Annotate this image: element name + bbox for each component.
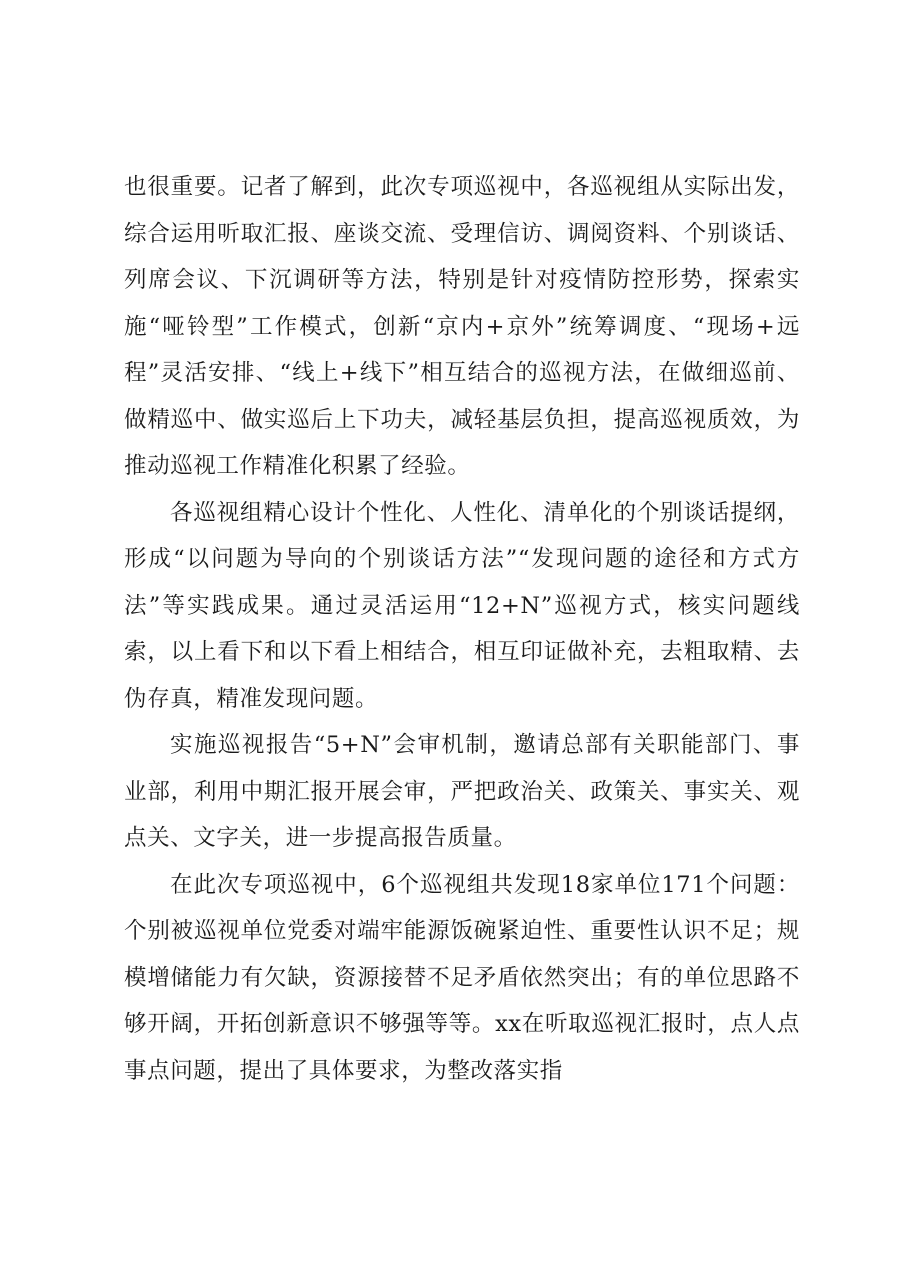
paragraph-1: 也很重要。记者了解到，此次专项巡视中，各巡视组从实际出发，综合运用听取汇报、座谈交流、受理信访、调阅资料、个别谈话、列席会议、下沉调研等方法，特别是针对疫情防控形势，探索实施“哑铃型”工作模式，创新“京内+京外”统筹调度、“现场+远程”灵活安排、“线上+线下”相互结合的巡视方法，在做细巡前、做精巡中、做实巡后上下功夫，减轻基层负担，提高巡视质效，为推动巡视工作精准化积累了经验。 [124, 174, 800, 479]
paragraph-3: 实施巡视报告“5+N”会审机制，邀请总部有关职能部门、事业部，利用中期汇报开展会审，严把政治关、政策关、事实关、观点关、文字关，进一步提高报告质量。 [124, 732, 800, 851]
paragraph-2: 各巡视组精心设计个性化、人性化、清单化的个别谈话提纲，形成“以问题为导向的个别谈话方法”“发现问题的途径和方式方法”等实践成果。通过灵活运用“12+N”巡视方式，核实问题线索，以上看下和以下看上相结合，相互印证做补充，去粗取精、去伪存真，精准发现问题。 [124, 499, 800, 712]
document-body [124, 164, 800, 1094]
paragraph-4: 在此次专项巡视中，6个巡视组共发现18家单位171个问题：个别被巡视单位党委对端牢能源饭碗紧迫性、重要性认识不足；规模增储能力有欠缺，资源接替不足矛盾依然突出；有的单位思路不够开阔，开拓创新意识不够强等等。xx在听取巡视汇报时，点人点事点问题，提出了具体要求，为整改落实指 [124, 871, 800, 1084]
